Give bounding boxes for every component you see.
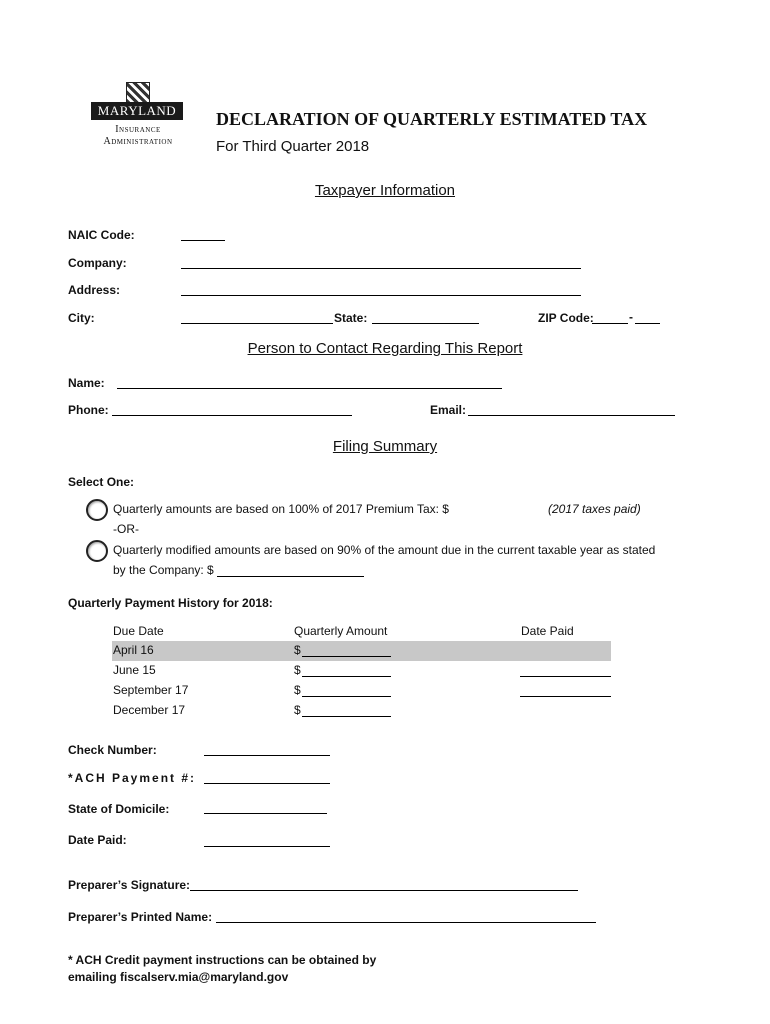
zip-dash: - — [629, 310, 633, 324]
due-date-3: September 17 — [113, 683, 189, 697]
company-label: Company: — [68, 256, 127, 270]
email-label: Email: — [430, 403, 467, 417]
logo-wordmark: MARYLAND — [91, 102, 183, 120]
state-label: State: — [334, 311, 368, 325]
option-90-percent-radio[interactable] — [86, 540, 108, 562]
naic-label: NAIC Code: — [68, 228, 135, 242]
logo-line-2: Administration — [103, 136, 173, 147]
currency-sign: $ — [294, 663, 301, 677]
logo-line-1: Insurance — [115, 124, 161, 135]
address-field[interactable] — [181, 295, 581, 296]
phone-field[interactable] — [112, 415, 352, 416]
ach-payment-label: *ACH Payment #: — [68, 771, 197, 785]
option-100-percent-note: (2017 taxes paid) — [548, 502, 641, 516]
filing-heading: Filing Summary — [332, 438, 438, 455]
option-100-percent-radio[interactable] — [86, 499, 108, 521]
state-field[interactable] — [372, 323, 479, 324]
address-label: Address: — [68, 283, 121, 297]
date-paid-field-3[interactable] — [520, 696, 611, 697]
name-field[interactable] — [117, 388, 502, 389]
preparer-printed-name-label: Preparer’s Printed Name: — [68, 910, 213, 924]
zip-label: ZIP Code: — [538, 311, 594, 325]
payment-history-heading: Quarterly Payment History for 2018: — [68, 596, 273, 610]
company-field[interactable] — [181, 268, 581, 269]
col-date-paid: Date Paid — [521, 624, 574, 638]
amount-field-4[interactable] — [302, 716, 391, 717]
option-90-percent-label: Quarterly modified amounts are based on 90% of the amount due in the current taxable year as stated — [113, 543, 656, 557]
zip-field[interactable] — [592, 323, 628, 324]
preparer-signature-field[interactable] — [190, 890, 578, 891]
due-date-4: December 17 — [113, 703, 186, 717]
option-100-percent-label: Quarterly amounts are based on 100% of 2017 Premium Tax: $ — [113, 502, 449, 516]
check-number-field[interactable] — [204, 755, 330, 756]
naic-field[interactable] — [181, 240, 225, 241]
or-separator: -OR- — [113, 522, 139, 536]
current-quarter-highlight — [112, 641, 611, 661]
taxpayer-heading: Taxpayer Information — [314, 182, 456, 199]
city-label: City: — [68, 311, 95, 325]
preparer-signature-label: Preparer’s Signature: — [68, 878, 191, 892]
state-of-domicile-field[interactable] — [204, 813, 327, 814]
phone-label: Phone: — [68, 403, 109, 417]
city-field[interactable] — [181, 323, 333, 324]
option-90-percent-label-2: by the Company: $ — [113, 563, 214, 577]
ach-footnote-line-2: emailing fiscalserv.mia@maryland.gov — [68, 970, 289, 984]
date-paid-field[interactable] — [204, 846, 330, 847]
ach-payment-field[interactable] — [204, 783, 330, 784]
check-number-label: Check Number: — [68, 743, 157, 757]
email-field[interactable] — [468, 415, 675, 416]
currency-sign: $ — [294, 683, 301, 697]
date-paid-label: Date Paid: — [68, 833, 127, 847]
currency-sign: $ — [294, 643, 301, 657]
amount-field-1[interactable] — [302, 656, 391, 657]
currency-sign: $ — [294, 703, 301, 717]
col-due-date: Due Date — [113, 624, 164, 638]
contact-heading: Person to Contact Regarding This Report — [247, 340, 523, 357]
form-subtitle: For Third Quarter 2018 — [216, 138, 370, 155]
option-90-amount-field[interactable] — [217, 576, 364, 577]
date-paid-field-2[interactable] — [520, 676, 611, 677]
due-date-2: June 15 — [113, 663, 156, 677]
amount-field-3[interactable] — [302, 696, 391, 697]
name-label: Name: — [68, 376, 105, 390]
maryland-insurance-logo — [88, 80, 188, 150]
maryland-seal-icon — [126, 82, 150, 104]
col-quarterly-amount: Quarterly Amount — [294, 624, 388, 638]
form-title: DECLARATION OF QUARTERLY ESTIMATED TAX — [216, 109, 648, 129]
amount-field-2[interactable] — [302, 676, 391, 677]
state-of-domicile-label: State of Domicile: — [68, 802, 170, 816]
due-date-1: April 16 — [113, 643, 154, 657]
select-one-label: Select One: — [68, 475, 135, 489]
ach-footnote-line-1: * ACH Credit payment instructions can be obtained by — [68, 953, 377, 967]
zip-extension-field[interactable] — [635, 323, 660, 324]
preparer-printed-name-field[interactable] — [216, 922, 596, 923]
